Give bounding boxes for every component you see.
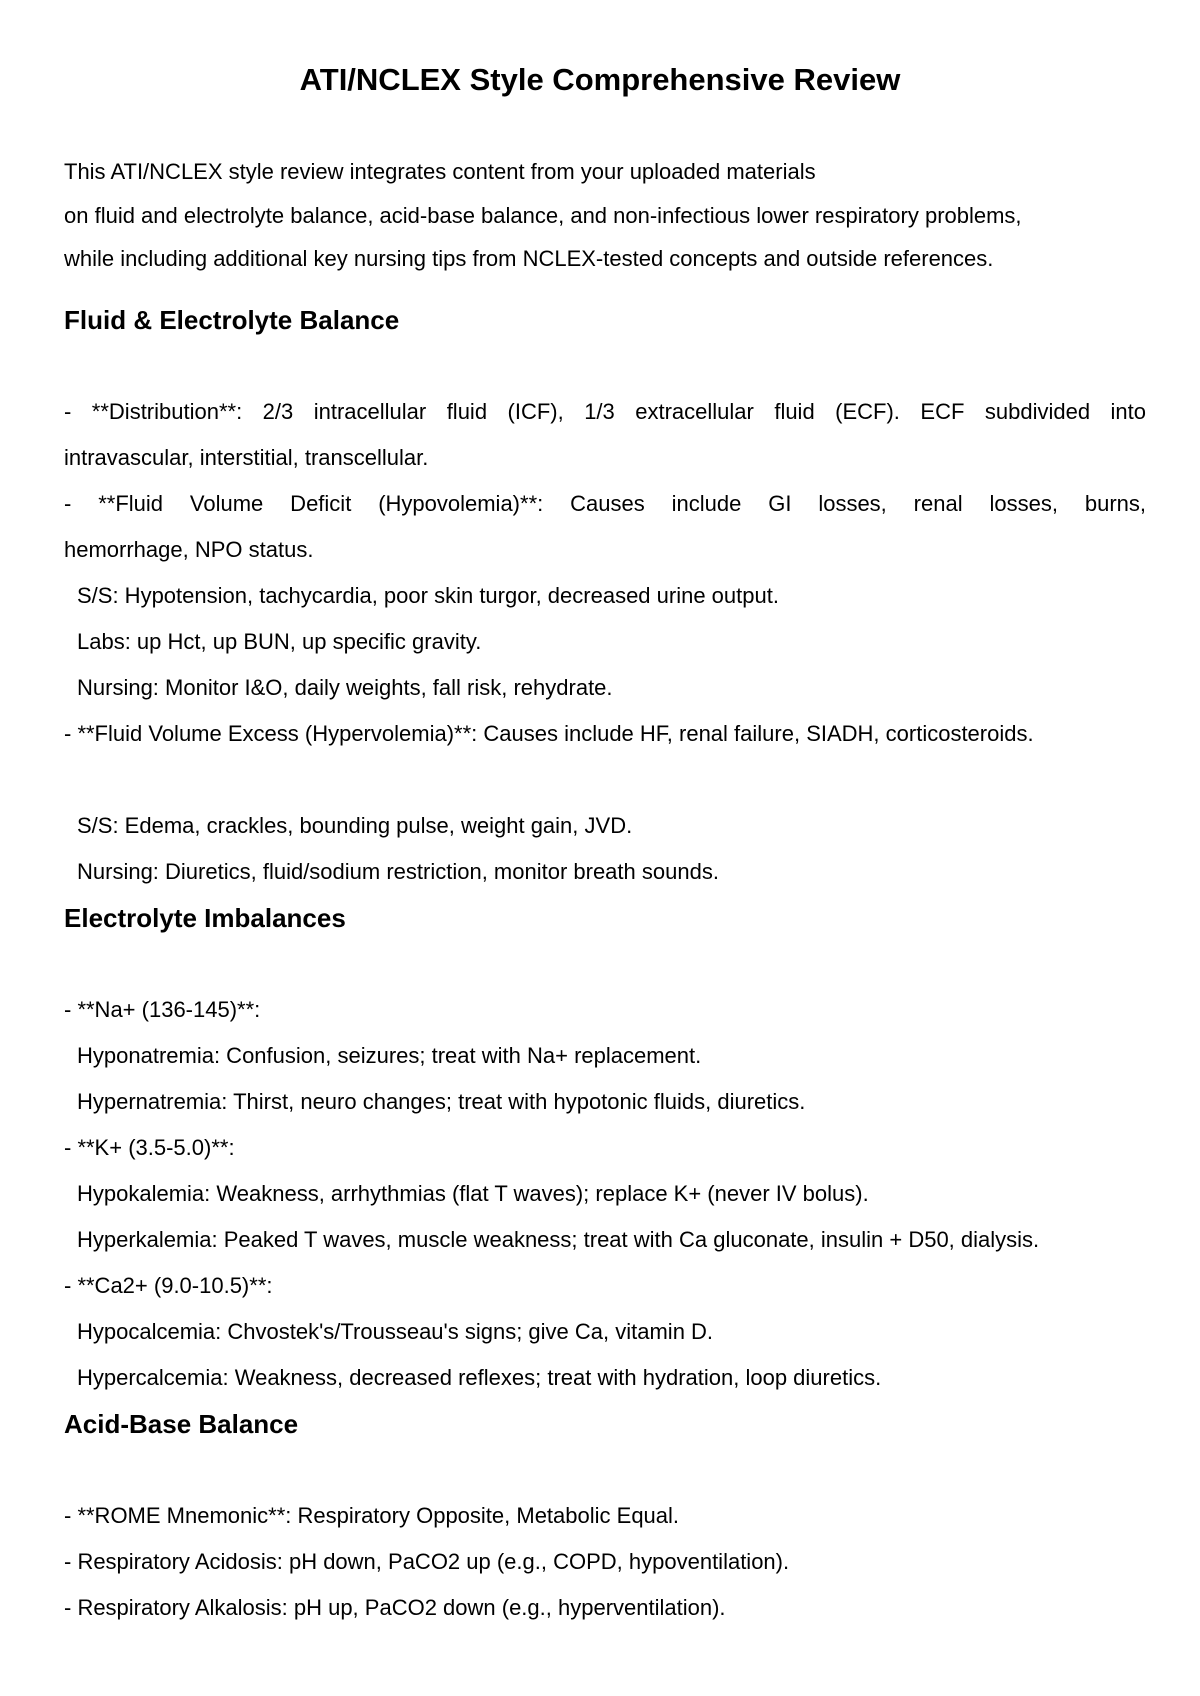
page-title: ATI/NCLEX Style Comprehensive Review: [299, 62, 901, 97]
body-line: - **Fluid Volume Deficit (Hypovolemia)**: Causes include GI losses, renal losses, burns,: [64, 491, 1146, 516]
body-line: hemorrhage, NPO status.: [64, 537, 314, 562]
intro-line: while including additional key nursing tips from NCLEX-tested concepts and outside references.: [64, 246, 994, 271]
body-line: - **Distribution**: 2/3 intracellular fluid (ICF), 1/3 extracellular fluid (ECF). ECF subdivided into: [64, 399, 1146, 424]
body-line: - **Na+ (136-145)**:: [64, 997, 261, 1022]
body-line: S/S: Edema, crackles, bounding pulse, weight gain, JVD.: [77, 813, 633, 838]
body-line: Nursing: Diuretics, fluid/sodium restriction, monitor breath sounds.: [77, 859, 719, 884]
body-line: intravascular, interstitial, transcellular.: [64, 445, 429, 470]
section-heading-fluid: Fluid & Electrolyte Balance: [64, 305, 400, 335]
body-line: S/S: Hypotension, tachycardia, poor skin turgor, decreased urine output.: [77, 583, 779, 608]
body-line: - **Fluid Volume Excess (Hypervolemia)**: Causes include HF, renal failure, SIADH, corticosteroids.: [64, 721, 1034, 746]
body-line: Hyperkalemia: Peaked T waves, muscle weakness; treat with Ca gluconate, insulin + D50, dialysis.: [77, 1227, 1040, 1252]
body-line: Hypercalcemia: Weakness, decreased reflexes; treat with hydration, loop diuretics.: [77, 1365, 882, 1390]
intro-line: This ATI/NCLEX style review integrates content from your uploaded materials: [64, 159, 816, 184]
body-line: Labs: up Hct, up BUN, up specific gravity.: [77, 629, 482, 654]
intro-line: on fluid and electrolyte balance, acid-base balance, and non-infectious lower respiratory problems,: [64, 203, 1022, 228]
body-line: - Respiratory Alkalosis: pH up, PaCO2 down (e.g., hyperventilation).: [64, 1595, 726, 1620]
section-heading-acid-base: Acid-Base Balance: [64, 1409, 299, 1439]
body-line: - **K+ (3.5-5.0)**:: [64, 1135, 235, 1160]
section-heading-electrolytes: Electrolyte Imbalances: [64, 903, 346, 933]
body-line: - **Ca2+ (9.0-10.5)**:: [64, 1273, 273, 1298]
body-line: Hypocalcemia: Chvostek's/Trousseau's signs; give Ca, vitamin D.: [77, 1319, 714, 1344]
body-line: - Respiratory Acidosis: pH down, PaCO2 up (e.g., COPD, hypoventilation).: [64, 1549, 790, 1574]
body-line: Hypokalemia: Weakness, arrhythmias (flat T waves); replace K+ (never IV bolus).: [77, 1181, 869, 1206]
body-line: Nursing: Monitor I&O, daily weights, fall risk, rehydrate.: [77, 675, 613, 700]
body-line: Hypernatremia: Thirst, neuro changes; treat with hypotonic fluids, diuretics.: [77, 1089, 806, 1114]
body-line: Hyponatremia: Confusion, seizures; treat with Na+ replacement.: [77, 1043, 702, 1068]
body-line: - **ROME Mnemonic**: Respiratory Opposite, Metabolic Equal.: [64, 1503, 680, 1528]
